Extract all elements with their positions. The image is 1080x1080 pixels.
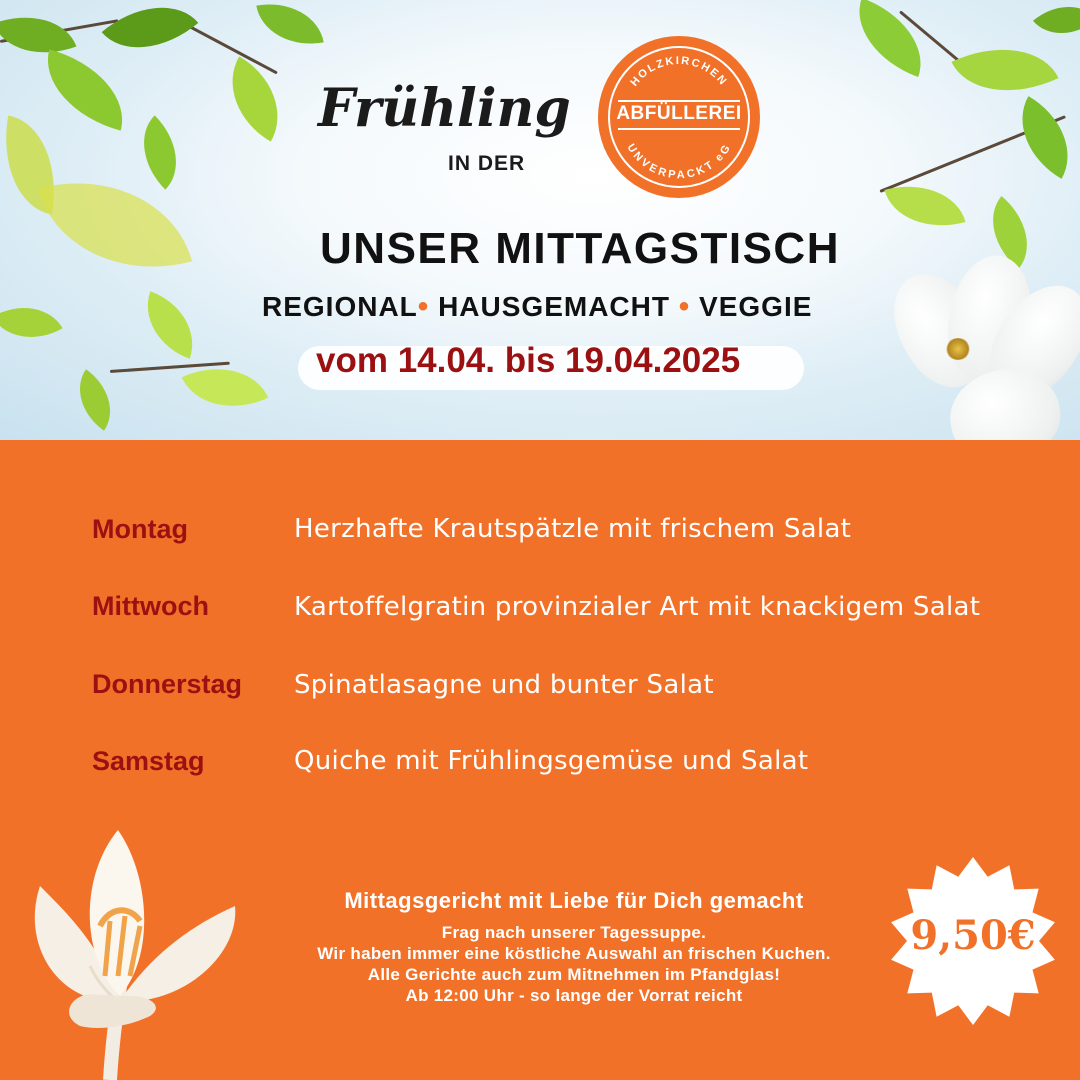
footer-info xyxy=(244,888,904,1006)
menu-day: Samstag xyxy=(92,746,205,776)
brand-badge xyxy=(598,36,760,198)
badge-top-arc: HOLZKIRCHEN xyxy=(628,54,730,89)
svg-text:HOLZKIRCHEN xyxy=(628,55,729,89)
tag-regional: REGIONAL xyxy=(262,291,418,322)
leaf-decoration xyxy=(34,49,136,130)
menu-day: Donnerstag xyxy=(92,669,243,699)
branch-decoration xyxy=(179,20,278,74)
crocus-icon xyxy=(0,826,250,1080)
subtitle: IN DER xyxy=(448,152,526,175)
date-range: vom 14.04. bis 19.04.2025 xyxy=(316,341,741,380)
page-heading: UNSER MITTAGSTISCH xyxy=(320,224,840,273)
leaf-decoration xyxy=(182,348,269,427)
leaf-decoration xyxy=(952,24,1059,116)
menu-dish: Kartoffelgratin provinzialer Art mit knackigem Salat xyxy=(294,592,981,622)
menu-day: Montag xyxy=(92,514,188,544)
menu-day: Mittwoch xyxy=(92,591,209,621)
tag-separator: • xyxy=(678,290,691,323)
leaf-decoration xyxy=(123,115,197,189)
footer-line: Ab 12:00 Uhr - so lange der Vorrat reicht xyxy=(405,986,743,1005)
badge-bottom-arc: UNVERPACKT eG xyxy=(624,141,734,182)
leaf-decoration xyxy=(256,0,323,53)
leaf-decoration xyxy=(63,369,127,430)
badge-arc-text xyxy=(598,36,760,198)
tag-veggie: VEGGIE xyxy=(699,291,813,322)
flower-stamen-icon xyxy=(945,338,971,360)
title-script: Frühling xyxy=(318,78,571,139)
footer-line: Frag nach unserer Tagessuppe. xyxy=(441,923,707,942)
leaf-decoration xyxy=(0,289,63,355)
leaf-decoration xyxy=(102,0,199,74)
menu-dish: Spinatlasagne und bunter Salat xyxy=(294,670,714,700)
footer-line: Wir haben immer eine köstliche Auswahl an frischen Kuchen. xyxy=(317,944,831,963)
menu-dish: Herzhafte Krautspätzle mit frischem Salat xyxy=(294,514,852,544)
footer-line: Alle Gerichte auch zum Mitnehmen im Pfandglas! xyxy=(367,965,781,984)
leaf-decoration xyxy=(1033,0,1080,51)
menu-dish: Quiche mit Frühlingsgemüse und Salat xyxy=(294,746,809,776)
price-label: 9,50€ xyxy=(910,912,1036,959)
svg-text:UNVERPACKT eG xyxy=(624,142,733,181)
leaf-decoration xyxy=(133,291,206,359)
leaf-decoration xyxy=(843,0,937,77)
tag-hausgemacht: HAUSGEMACHT xyxy=(438,291,670,322)
leaf-decoration xyxy=(210,56,300,141)
badge-main-text: ABFÜLLEREI xyxy=(616,103,742,124)
tag-separator: • xyxy=(417,290,430,323)
footer-lead: Mittagsgericht mit Liebe für Dich gemacht xyxy=(344,888,804,913)
tag-list xyxy=(262,290,812,324)
